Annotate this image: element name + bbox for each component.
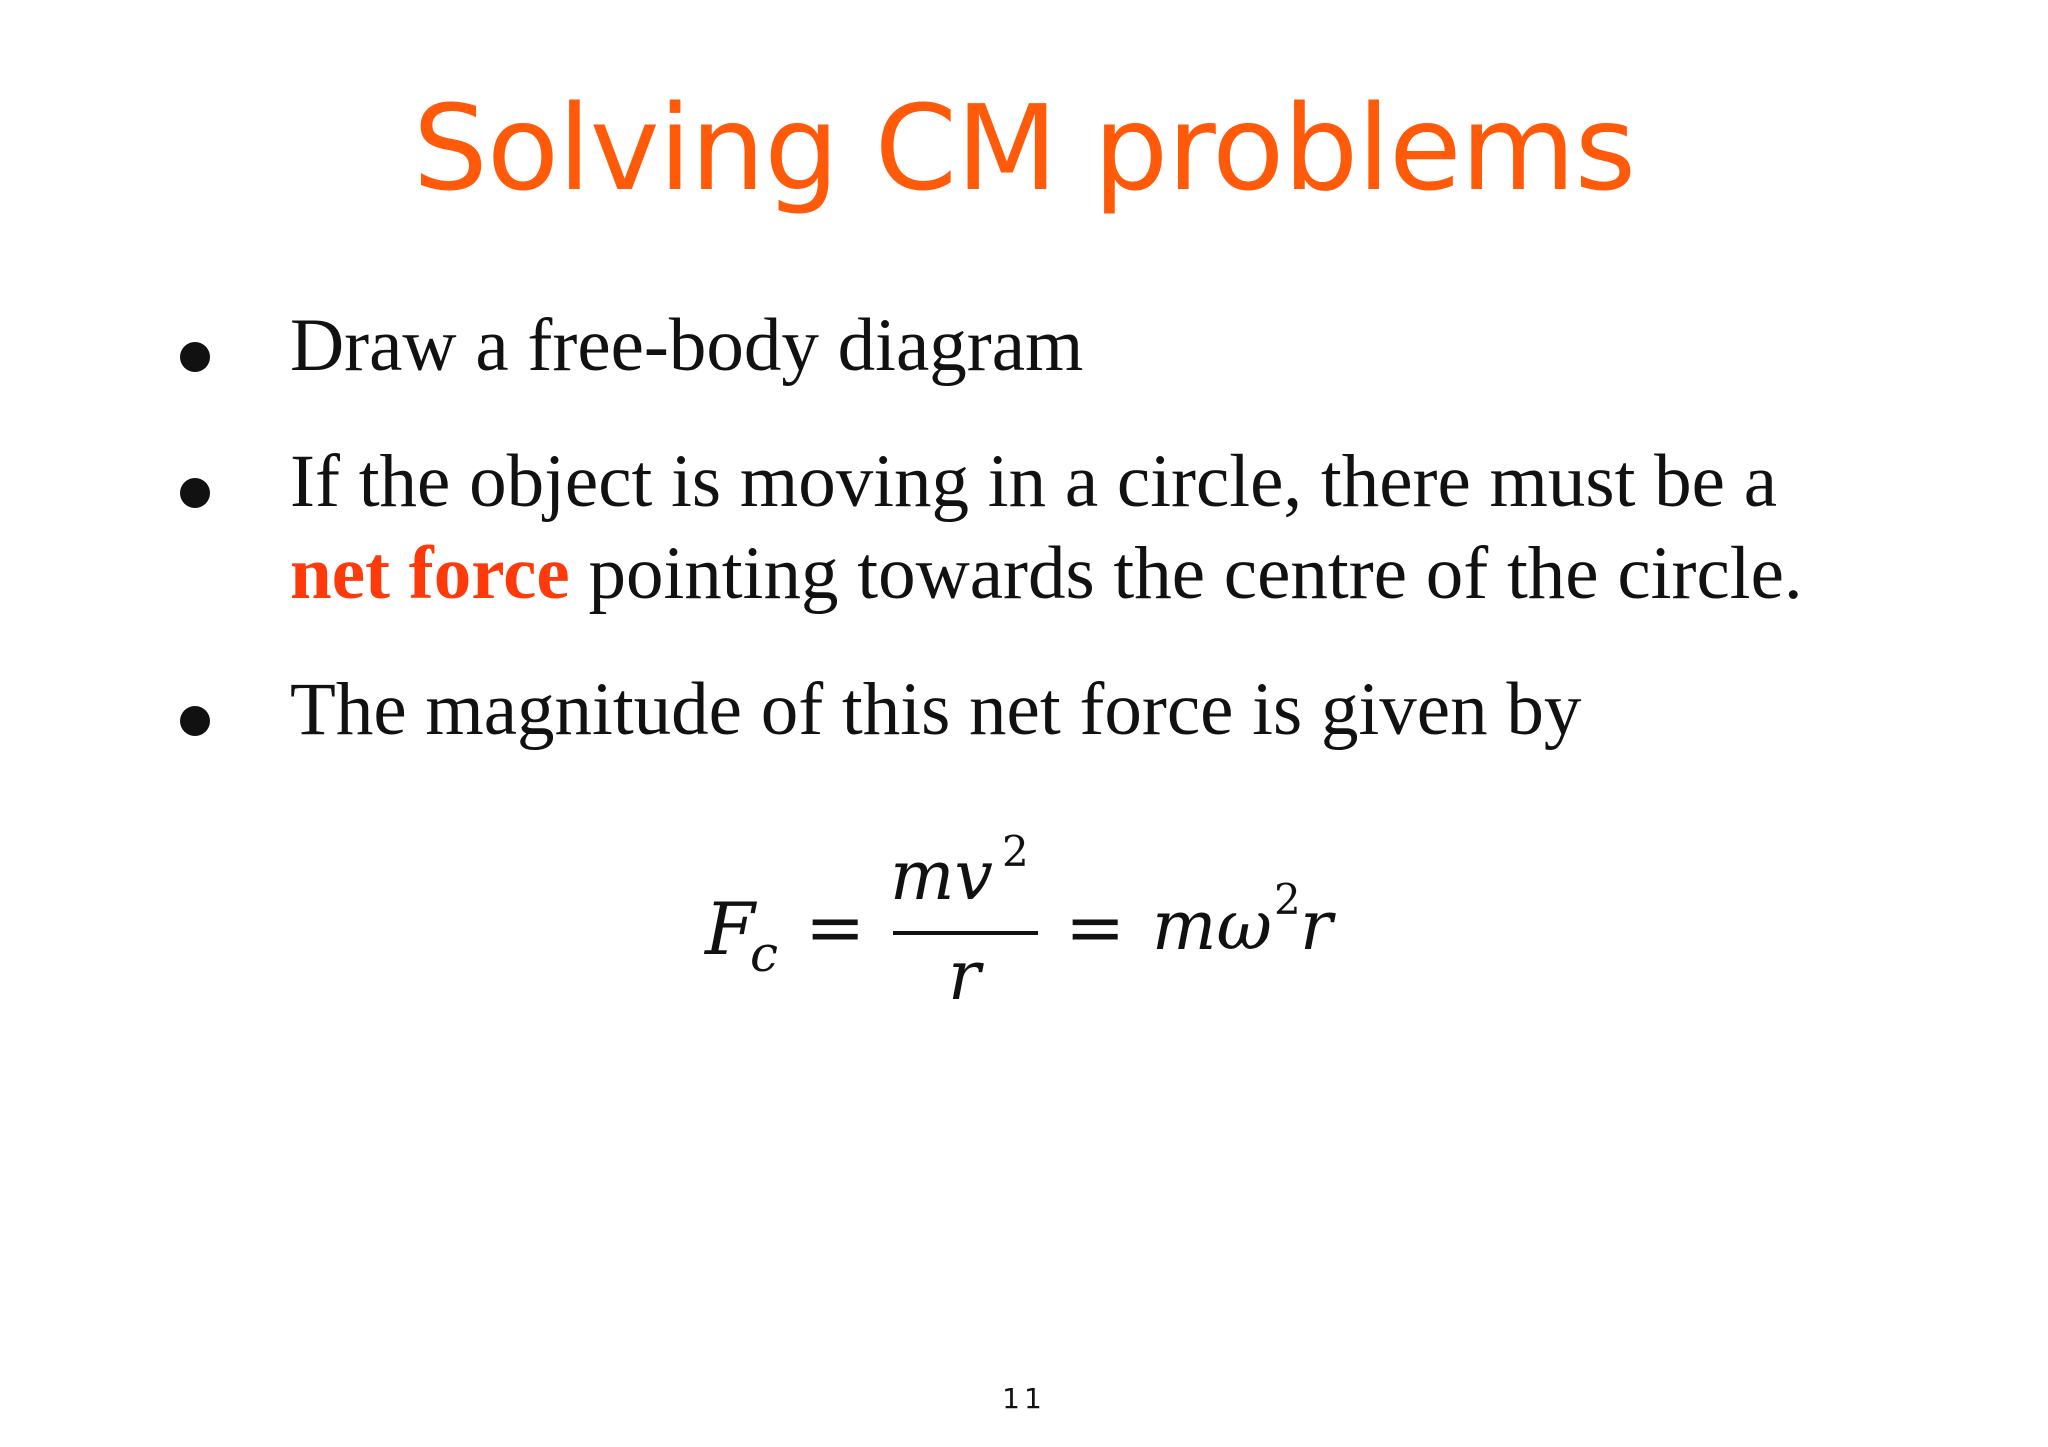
page-number: 11 xyxy=(1002,1382,1046,1415)
formula-lhs-subscript: c xyxy=(750,925,779,983)
formula-rhs-tail: r xyxy=(1300,887,1333,966)
formula-denominator: r xyxy=(948,937,981,1016)
net-force-highlight: net force xyxy=(290,532,570,615)
bullet-dot-icon xyxy=(180,342,210,372)
formula-equals-2: = xyxy=(1065,885,1126,969)
formula-lhs: F xyxy=(705,887,755,971)
centripetal-force-formula xyxy=(700,825,1350,1025)
bullet-text-line2 xyxy=(290,528,1970,620)
bullet-text: The magnitude of this net force is given by xyxy=(290,668,1582,751)
bullet-text-line1: If the object is moving in a circle, there must be a xyxy=(290,440,1777,523)
fraction-bar xyxy=(893,931,1038,935)
formula-rhs: mω xyxy=(1152,887,1272,966)
formula-equals-1: = xyxy=(805,885,866,969)
bullet-dot-icon xyxy=(180,706,210,736)
formula-numerator: mv xyxy=(890,837,993,916)
slide-title: Solving CM problems xyxy=(412,79,1636,217)
bullet-dot-icon xyxy=(180,478,210,508)
bullet-text-line2-rest: pointing towards the centre of the circle. xyxy=(569,532,1803,615)
formula-numerator-exponent: 2 xyxy=(1002,827,1029,876)
bullet-text: Draw a free-body diagram xyxy=(290,304,1084,387)
formula-rhs-exponent: 2 xyxy=(1274,875,1301,924)
